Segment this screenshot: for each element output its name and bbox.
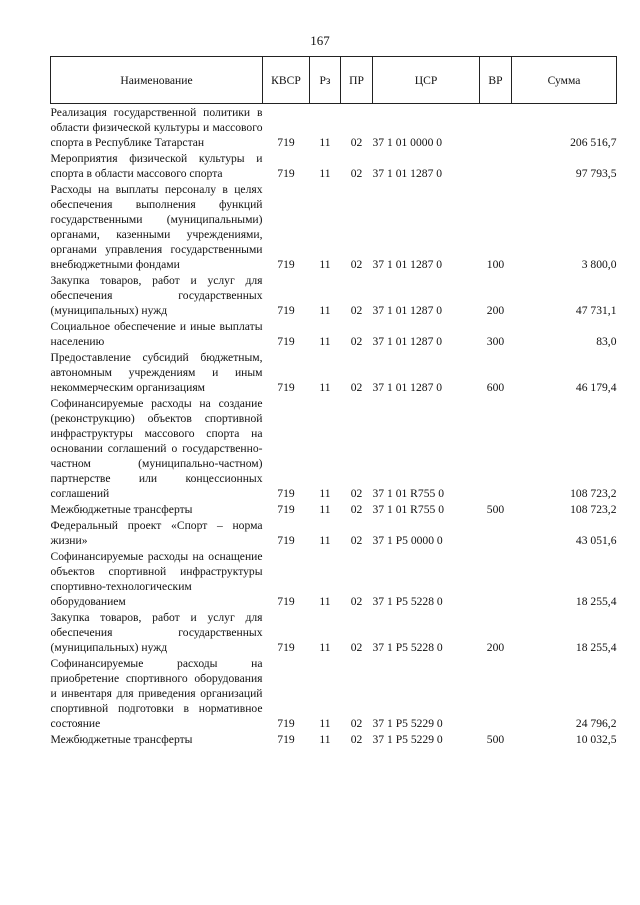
cell-kvsr: 719 [277,304,295,317]
cell-kvsr: 719 [277,595,295,608]
cell-pr: 02 [350,335,363,348]
cell-vr: 500 [486,503,505,516]
cell-sum: 47 731,1 [575,304,617,317]
cell-name: Социальное обеспечение и иные выплаты населению [50,320,263,348]
cell-csr: 37 1 P5 5229 0 [372,733,443,746]
table-header-row [51,57,617,104]
table-row [51,272,617,318]
cell-pr: 02 [350,733,363,746]
cell-csr: 37 1 01 1287 0 [372,304,443,317]
cell-name: Софинансируемые расходы на создание (реконструкцию) объектов спортивной инфраструктуры массового спорта на основании соглашений о государственно-частном (муниципально-частном) партнерстве или концессионных соглашений [50,397,263,500]
cell-csr: 37 1 01 1287 0 [372,258,443,271]
cell-csr: 37 1 P5 0000 0 [372,534,443,547]
cell-rz: 11 [319,487,331,500]
header-rz: Рз [310,57,341,104]
cell-pr: 02 [350,167,363,180]
header-sum: Сумма [512,57,617,104]
cell-pr: 02 [350,503,363,516]
cell-csr: 37 1 01 1287 0 [372,167,443,180]
cell-kvsr: 719 [277,335,295,348]
cell-name: Федеральный проект «Спорт – норма жизни» [50,519,263,547]
cell-sum: 24 796,2 [575,717,617,730]
cell-kvsr: 719 [277,733,295,746]
cell-vr [480,150,512,181]
header-vr: ВР [480,57,512,104]
cell-name: Межбюджетные трансферты [50,503,193,516]
cell-sum: 10 032,5 [575,733,617,746]
cell-kvsr: 719 [277,503,295,516]
cell-vr [480,104,512,151]
cell-kvsr: 719 [277,534,295,547]
cell-sum: 83,0 [596,335,617,348]
cell-rz: 11 [319,534,331,547]
cell-pr: 02 [350,487,363,500]
cell-name: Закупка товаров, работ и услуг для обеспечения государственных (муниципальных) нужд [50,611,263,654]
cell-pr: 02 [350,136,363,149]
cell-rz: 11 [319,381,331,394]
header-pr: ПР [341,57,373,104]
cell-rz: 11 [319,258,331,271]
table-row [51,548,617,609]
table-row [51,104,617,151]
cell-sum: 108 723,2 [570,503,617,516]
cell-vr [480,548,512,609]
cell-rz: 11 [319,595,331,608]
cell-csr: 37 1 P5 5228 0 [372,641,443,654]
cell-vr [480,395,512,501]
cell-csr: 37 1 01 1287 0 [372,381,443,394]
cell-name: Софинансируемые расходы на приобретение спортивного оборудования и инвентаря для приведения организаций спортивной подготовки в нормативное состояние [50,657,263,730]
cell-vr [480,517,512,548]
table-row [51,501,617,517]
cell-sum: 18 255,4 [575,641,617,654]
cell-rz: 11 [319,335,331,348]
cell-csr: 37 1 01 R755 0 [372,503,444,516]
cell-rz: 11 [319,717,331,730]
cell-pr: 02 [350,534,363,547]
cell-kvsr: 719 [277,487,295,500]
cell-vr: 200 [486,304,505,317]
cell-csr: 37 1 01 0000 0 [372,136,443,149]
header-name: Наименование [51,57,263,104]
cell-vr: 200 [486,641,505,654]
cell-csr: 37 1 P5 5228 0 [372,595,443,608]
cell-vr: 500 [486,733,505,746]
cell-rz: 11 [319,167,331,180]
cell-sum: 108 723,2 [570,487,617,500]
cell-sum: 97 793,5 [575,167,617,180]
table-row [51,349,617,395]
cell-pr: 02 [350,595,363,608]
cell-sum: 206 516,7 [570,136,617,149]
cell-name: Софинансируемые расходы на оснащение объектов спортивной инфраструктуры спортивно-технологическим оборудованием [50,550,263,608]
cell-csr: 37 1 P5 5229 0 [372,717,443,730]
cell-name: Расходы на выплаты персоналу в целях обеспечения выполнения функций государственными (муниципальными) органами, казенными учреждениями, органами управления государственными внебюджетными фондами [50,183,263,271]
table-row [51,395,617,501]
cell-name: Мероприятия физической культуры и спорта в области массового спорта [50,152,263,180]
table-row [51,517,617,548]
cell-kvsr: 719 [277,717,295,730]
cell-kvsr: 719 [277,258,295,271]
header-kvsr: КВСР [263,57,310,104]
cell-rz: 11 [319,503,331,516]
budget-table [50,56,617,747]
table-row [51,731,617,747]
cell-sum: 46 179,4 [575,381,617,394]
cell-rz: 11 [319,641,331,654]
cell-vr: 300 [486,335,505,348]
cell-sum: 18 255,4 [575,595,617,608]
cell-name: Закупка товаров, работ и услуг для обеспечения государственных (муниципальных) нужд [50,274,263,317]
table-row [51,609,617,655]
cell-pr: 02 [350,641,363,654]
cell-rz: 11 [319,733,331,746]
cell-kvsr: 719 [277,641,295,654]
cell-name: Межбюджетные трансферты [50,733,193,746]
cell-pr: 02 [350,381,363,394]
cell-sum: 3 800,0 [581,258,617,271]
cell-sum: 43 051,6 [575,534,617,547]
page-number: 167 [310,33,330,48]
cell-kvsr: 719 [277,136,295,149]
cell-rz: 11 [319,136,331,149]
cell-vr: 100 [486,258,505,271]
header-csr: ЦСР [373,57,480,104]
cell-pr: 02 [350,258,363,271]
table-row [51,318,617,349]
cell-name: Предоставление субсидий бюджетным, автономным учреждениям и иным некоммерческим организациям [50,351,263,394]
table-row [51,181,617,272]
cell-rz: 11 [319,304,331,317]
cell-pr: 02 [350,304,363,317]
cell-kvsr: 719 [277,167,295,180]
table-row [51,150,617,181]
table-row [51,655,617,731]
cell-name: Реализация государственной политики в области физической культуры и массового спорта в Республике Татарстан [50,106,263,149]
cell-csr: 37 1 01 1287 0 [372,335,443,348]
cell-csr: 37 1 01 R755 0 [372,487,444,500]
cell-vr [480,655,512,731]
cell-kvsr: 719 [277,381,295,394]
cell-vr: 600 [486,381,505,394]
table-body [51,104,617,748]
cell-pr: 02 [350,717,363,730]
